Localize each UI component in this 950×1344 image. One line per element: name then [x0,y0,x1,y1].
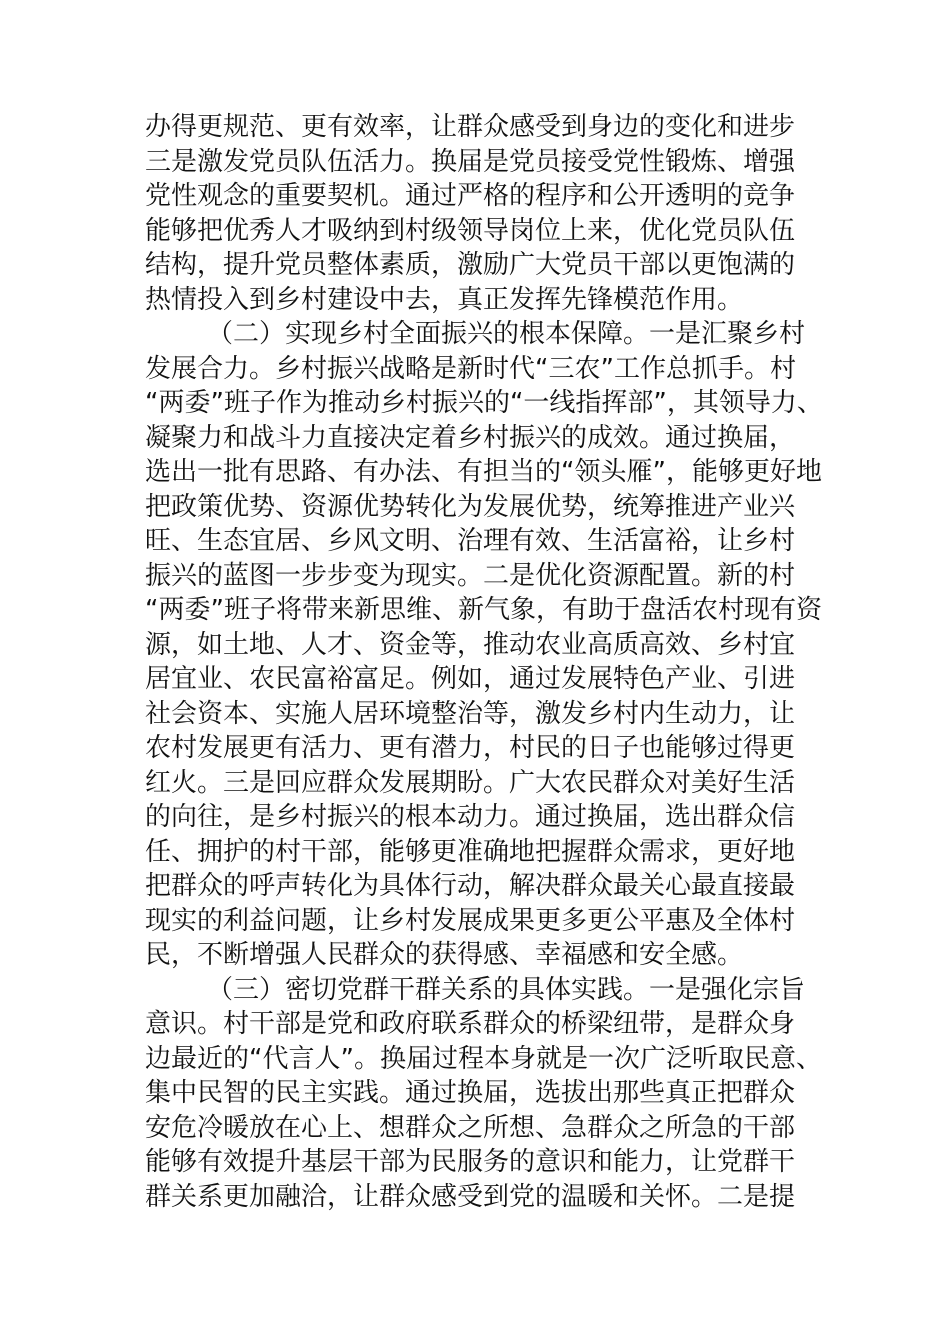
text-line: 振兴的蓝图一步步变为现实。二是优化资源配置。新的村 [145,560,796,591]
text-line: 意识。村干部是党和政府联系群众的桥梁纽带，是群众身 [145,1009,796,1039]
text-line: 发展合力。乡村振兴战略是新时代“三农”工作总抓手。村 [145,353,796,384]
text-line: 社会资本、实施人居环境整治等，激发乡村内生动力，让 [145,698,796,729]
text-line: 结构，提升党员整体素质，激励广大党员干部以更饱满的 [145,250,796,280]
text-line: 边最近的“代言人”。换届过程本身就是一次广泛听取民意、 [145,1043,822,1074]
text-line: 的向往，是乡村振兴的根本动力。通过换届，选出群众信 [145,802,796,832]
text-line: 凝聚力和战斗力直接决定着乡村振兴的成效。通过换届， [145,422,796,453]
text-line: 红火。三是回应群众发展期盼。广大农民群众对美好生活 [145,767,796,798]
section-heading-line: （二）实现乡村全面振兴的根本保障。一是汇聚乡村 [207,319,806,349]
text-line: 居宜业、农民富裕富足。例如，通过发展特色产业、引进 [145,664,796,694]
text-line: “两委”班子作为推动乡村振兴的“一线指挥部”，其领导力、 [145,388,823,418]
text-line: 民，不断增强人民群众的获得感、幸福感和安全感。 [145,940,744,970]
section-heading-line: （三）密切党群干群关系的具体实践。一是强化宗旨 [207,974,806,1005]
text-line: 办得更规范、更有效率，让群众感受到身边的变化和进步 [145,112,796,142]
text-line: 党性观念的重要契机。通过严格的程序和公开透明的竞争 [145,181,796,211]
text-line: 源，如土地、人才、资金等，推动农业高质高效、乡村宜 [145,629,796,660]
text-line: 农村发展更有活力、更有潜力，村民的日子也能够过得更 [145,733,796,763]
text-line: “两委”班子将带来新思维、新气象，有助于盘活农村现有资 [145,595,822,625]
text-line: 能够把优秀人才吸纳到村级领导岗位上来，优化党员队伍 [145,215,796,246]
text-line: 热情投入到乡村建设中去，真正发挥先锋模范作用。 [145,284,744,315]
text-line: 三是激发党员队伍活力。换届是党员接受党性锻炼、增强 [145,146,796,177]
text-line: 把群众的呼声转化为具体行动，解决群众最关心最直接最 [145,871,796,901]
text-line: 把政策优势、资源优势转化为发展优势，统筹推进产业兴 [145,491,796,522]
text-line: 能够有效提升基层干部为民服务的意识和能力，让党群干 [145,1147,796,1177]
text-line: 选出一批有思路、有办法、有担当的“领头雁”，能够更好地 [145,457,822,487]
text-line: 现实的利益问题，让乡村发展成果更多更公平惠及全体村 [145,905,796,936]
text-line: 群关系更加融洽，让群众感受到党的温暖和关怀。二是提 [145,1181,796,1212]
body-text [145,110,823,1214]
text-line: 任、拥护的村干部，能够更准确地把握群众需求，更好地 [145,836,796,867]
text-line: 集中民智的民主实践。通过换届，选拔出那些真正把群众 [145,1078,796,1108]
text-line: 安危冷暖放在心上、想群众之所想、急群众之所急的干部 [145,1112,796,1143]
text-line: 旺、生态宜居、乡风文明、治理有效、生活富裕，让乡村 [145,526,796,556]
